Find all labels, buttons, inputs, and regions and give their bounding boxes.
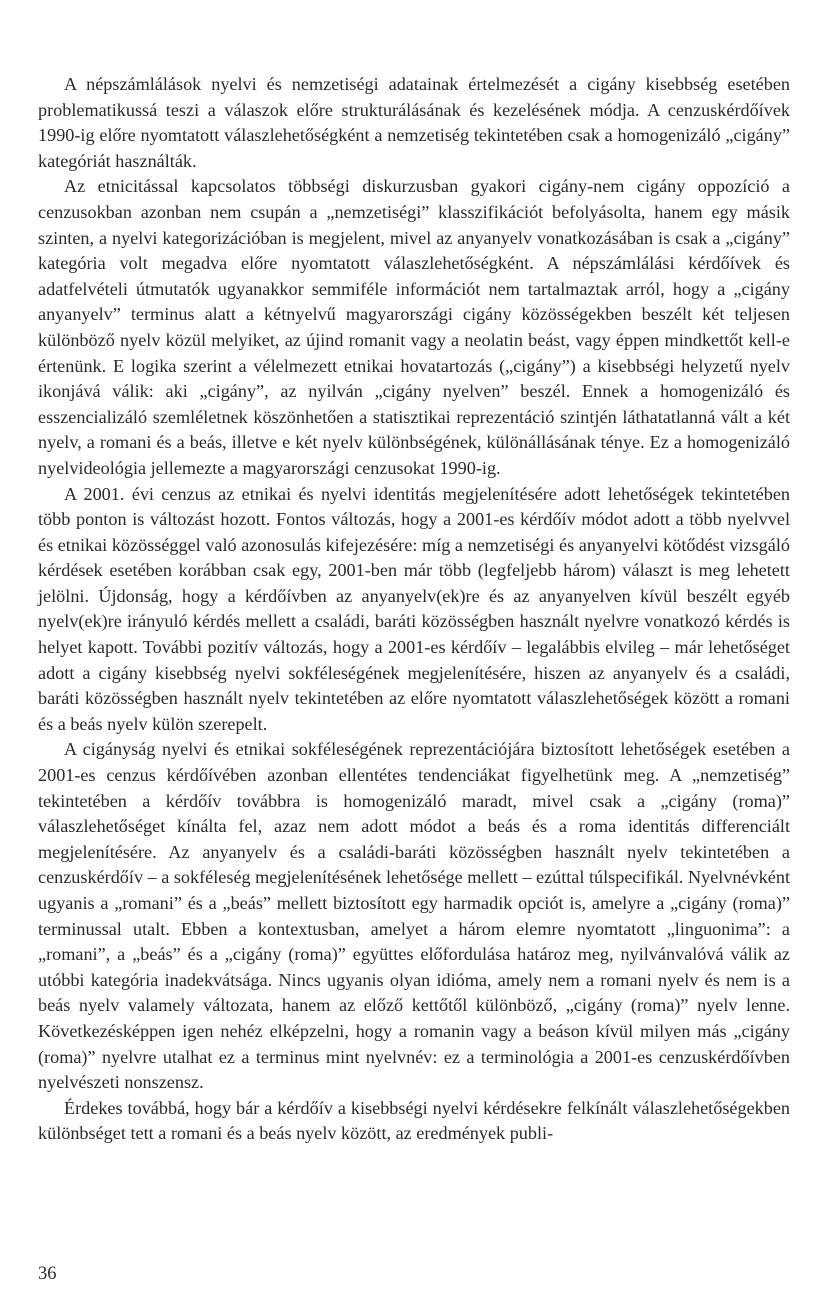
paragraph-5: Érdekes továbbá, hogy bár a kérdőív a kisebbségi nyelvi kérdésekre felkínált válaszlehetőségekben különbséget tett a romani és a beás nyelv között, az eredmények publi- [38,1097,790,1144]
paragraph-2: Az etnicitással kapcsolatos többségi diskurzusban gyakori cigány-nem cigány oppozíció a cenzusokban azonban nem csupán a „nemzetiségi” klasszifikációt befolyásolta, hanem egy másik szinten, a nyelvi kategorizációban is megjelent, mivel az anyanyelv vonatkozásában is csak a „cigány” kategória volt megadva előre nyomtatott válaszlehetőségként. A népszámlálási kérdőívek és adatfelvételi útmutatók ugyanakkor semmiféle információt nem tartalmaztak arról, hogy a „cigány anyanyelv” terminus alatt a kétnyelvű magyarországi cigány közösségekben beszélt két teljesen különböző nyelv közül melyiket, az újind romanit vagy a neolatin beást, vagy éppen mindkettőt kell-e értenünk. E logika szerint a vélelmezett etnikai hovatartozás („cigány”) a kisebbségi helyzetű nyelv ikonjává válik: aki „cigány”, az nyilván „cigány nyelven” beszél. Ennek a homogenizáló és esszencializáló szemléletnek köszönhetően a statisztikai reprezentáció szintjén láthatatlanná vált a két nyelv, a romani és a beás, illetve e két nyelv különbségének, különállásának ténye. Ez a homogenizáló nyelvideológia jellemezte a magyarországi cenzusokat 1990-ig. [38,176,790,478]
paragraph-4: A cigányság nyelvi és etnikai sokféleségének reprezentációjára biztosított lehetőségek esetében a 2001-es cenzus kérdőívében azonban ellentétes tendenciákat figyelhetünk meg. A „nemzetiség” tekintetében a kérdőív továbbra is homogenizáló maradt, mivel csak a „cigány (roma)” válaszlehetőséget kínálta fel, azaz nem adott módot a beás és a roma identitás differenciált megjelenítésére. Az anyanyelv és a családi-baráti közösségben használt nyelv tekintetében a cenzuskérdőív – a sokféleség megjelenítésének lehetősége mellett – ezúttal túlspecifikál. Nyelvnévként ugyanis a „romani” és a „beás” mellett biztosított egy harmadik opciót is, amelyre a „cigány (roma)” terminussal utalt. Ebben a kontextusban, amelyet a három elemre nyomtatott „linguonima”: a „romani”, a „beás” és a „cigány (roma)” együttes előfordulása határoz meg, nyilvánvalóvá válik az utóbbi kategória inadekvátsága. Nincs ugyanis olyan idióma, amely nem a romani nyelv és nem is a beás nyelv valamely változata, hanem az előző kettőtől különböző, „cigány (roma)” nyelv lenne. Következésképpen igen nehéz elképzelni, hogy a romanin vagy a beáson kívül milyen más „cigány (roma)” nyelvre utalhat ez a terminus mint nyelvnév: ez a terminológia a 2001-es cenzuskérdőívben nyelvészeti nonszensz. [38,739,790,1093]
page-number: 36 [38,1264,57,1284]
paragraph-1: A népszámlálások nyelvi és nemzetiségi adatainak értelmezését a cigány kisebbség esetében problematikussá teszi a válaszok előre strukturálásának és kezelésének módja. A cenzuskérdőívek 1990-ig előre nyomtatott válaszlehetőségként a nemzetiség tekintetében csak a homogenizáló „cigány” kategóriát használták. [38,74,790,171]
paragraph-3: A 2001. évi cenzus az etnikai és nyelvi identitás megjelenítésére adott lehetőségek tekintetében több ponton is változást hozott. Fontos változás, hogy a 2001-es kérdőív módot adott a több nyelvvel és etnikai közösséggel való azonosulás kifejezésére: míg a nemzetiségi és anyanyelvi kötődést vizsgáló kérdések esetében korábban csak egy, 2001-ben már több (legfeljebb három) választ is meg lehetett jelölni. Újdonság, hogy a kérdőívben az anyanyelv(ek)re és az anyanyelven kívül beszélt egyéb nyelv(ek)re irányuló kérdés mellett a családi, baráti közösségben használt nyelvre vonatkozó kérdés is helyet kapott. További pozitív változás, hogy a 2001-es kérdőív – legalábbis elvileg – már lehetőséget adott a cigány kisebbség nyelvi sokféleségének megjelenítésére, hiszen az anyanyelv és a családi, baráti közösségben használt nyelv tekintetében az előre nyomtatott válaszlehetőségek között a romani és a beás nyelv külön szerepelt. [38,483,790,734]
page-body [38,72,790,1147]
